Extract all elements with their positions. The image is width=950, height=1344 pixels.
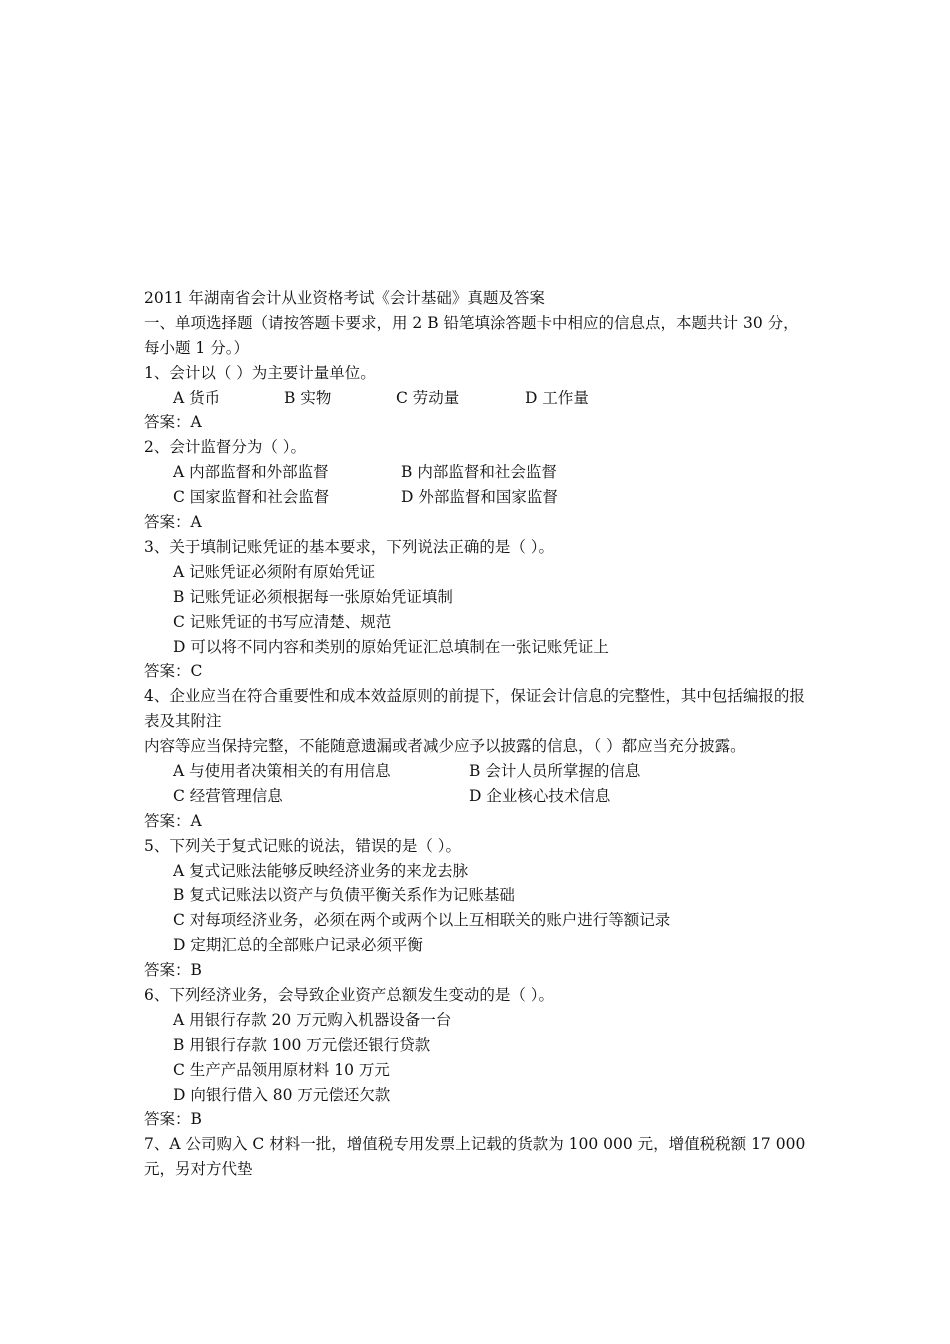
question-3-option-d: D 可以将不同内容和类别的原始凭证汇总填制在一张记账凭证上 [173,637,609,656]
question-6-option-c: C 生产产品领用原材料 10 万元 [173,1060,390,1079]
question-4-stem-part-1: 4、企业应当在符合重要性和成本效益原则的前提下，保证会计信息的完整性，其中包括编报的报表及其附注 [144,687,805,731]
question-3-stem: 3、关于填制记账凭证的基本要求，下列说法正确的是（ ）。 [144,537,555,556]
question-1-option-d: D 工作量 [525,388,589,407]
question-2-options-row-2 [144,485,810,510]
question-2-options-row-1 [144,460,810,485]
question-4-option-b: B 会计人员所掌握的信息 [469,762,641,780]
question-6-answer: 答案：B [144,1110,202,1129]
question-5-option-a: A 复式记账法能够反映经济业务的来龙去脉 [173,861,469,880]
question-3-option-c: C 记账凭证的书写应清楚、规范 [173,612,392,631]
question-4-answer: 答案：A [144,811,202,830]
question-5-answer: 答案：B [144,961,202,980]
question-3-answer: 答案：C [144,662,203,681]
question-5-option-d: D 定期汇总的全部账户记录必须平衡 [173,936,423,955]
question-2-option-a: A 内部监督和外部监督 [173,463,329,482]
question-4-stem-part-2: 内容等应当保持完整，不能随意遗漏或者减少应予以披露的信息，（ ）都应当充分披露。 [144,737,746,756]
question-1-option-b: B 实物 [284,388,332,407]
question-4-option-a: A 与使用者决策相关的有用信息 [173,762,391,780]
question-1-option-c: C 劳动量 [396,388,460,407]
question-1-option-a: A 货币 [173,388,221,407]
question-2-option-b: B 内部监督和社会监督 [401,463,557,482]
question-3-option-b: B 记账凭证必须根据每一张原始凭证填制 [173,587,453,606]
question-4-options-row-1 [144,759,810,784]
question-3-option-a: A 记账凭证必须附有原始凭证 [173,562,376,581]
question-6-option-a: A 用银行存款 20 万元购入机器设备一台 [173,1010,452,1029]
question-5-option-b: B 复式记账法以资产与负债平衡关系作为记账基础 [173,886,515,905]
question-6-option-d: D 向银行借入 80 万元偿还欠款 [173,1085,391,1104]
question-5-option-c: C 对每项经济业务，必须在两个或两个以上互相联关的账户进行等额记录 [173,911,671,930]
question-6-option-b: B 用银行存款 100 万元偿还银行贷款 [173,1035,431,1054]
question-2-stem: 2、会计监督分为（ ）。 [144,438,307,457]
question-1-stem: 1、会计以（ ）为主要计量单位。 [144,363,376,382]
question-4-option-d: D 企业核心技术信息 [469,786,611,805]
question-2-option-d: D 外部监督和国家监督 [401,488,558,507]
question-4-options-row-2 [144,784,810,809]
question-4-option-c: C 经营管理信息 [173,786,283,805]
question-7-stem: 7、A 公司购入 C 材料一批，增值税专用发票上记载的货款为 100 000 元，增值税税额 17 000 元，另对方代垫 [144,1135,806,1179]
document-title: 2011 年湖南省会计从业资格考试《会计基础》真题及答案 [144,289,545,307]
document-body [144,286,810,1182]
question-1-options [144,386,810,411]
question-6-stem: 6、下列经济业务，会导致企业资产总额发生变动的是（ ）。 [144,986,555,1005]
section-intro: 一、单项选择题（请按答题卡要求，用 2 B 铅笔填涂答题卡中相应的信息点，本题共计 30 分，每小题 1 分。） [144,313,799,357]
question-1-answer: 答案：A [144,413,202,432]
question-2-option-c: C 国家监督和社会监督 [173,488,330,507]
question-2-answer: 答案：A [144,513,202,532]
question-5-stem: 5、下列关于复式记账的说法，错误的是（ ）。 [144,836,462,855]
